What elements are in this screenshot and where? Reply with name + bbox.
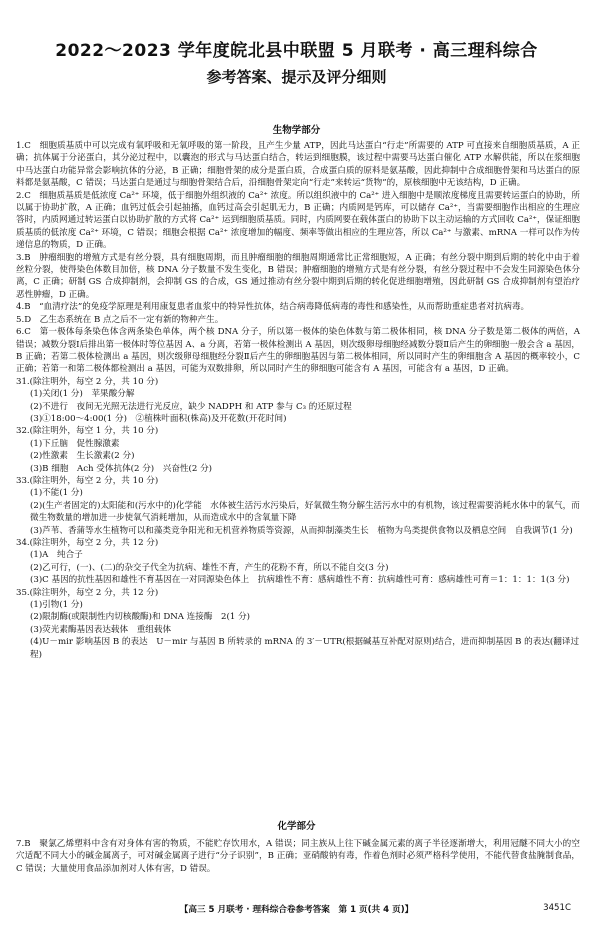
answer-34 (16, 537, 580, 587)
answer-heading: 33.(除注明外，每空 2 分，共 10 分) (16, 475, 159, 486)
answer-7: 7.B 聚氯乙烯塑料中含有对身体有害的物质，不能贮存饮用水，A 错误；同主族从上往下碱金属元素的离子半径逐渐增大，利用冠醚不同大小的空穴适配不同大小的碱金属离子，可对碱金属离子进行“分子识别”，B 正确；亚硝酸钠有毒，作着色剂时必须严格科学使用，不能代替食盐腌制食品，C 错误；大量使用食品添加剂对人体有害，D 错误。 (16, 839, 580, 874)
answer-line: (2)性激素 生长激素(2 分) (30, 451, 135, 462)
answer-line: (3)B 细胞 Ach 受体抗体(2 分) 兴奋性(2 分) (30, 463, 213, 474)
answer-heading: 32.(除注明外，每空 1 分，共 10 分) (16, 426, 159, 437)
chemistry-answers (16, 838, 580, 875)
biology-section-heading: 生物学部分 (272, 125, 321, 136)
answer-line: (3)芦苇、香蒲等水生植物可以和藻类竞争阳光和无机营养物质等资源，从而抑制藻类生长 植物为鸟类提供食物以及栖息空间 自我调节(1 分) (30, 525, 573, 536)
answer-heading: 35.(除注明外，每空 2 分，共 12 分) (16, 587, 159, 598)
answer-line: (2)不进行 夜间无光照无法进行光反应，缺少 NADPH 和 ATP 参与 C₃ 的还原过程 (30, 401, 352, 412)
answer-31 (16, 376, 580, 426)
answer-33 (16, 475, 580, 537)
answer-1: 1.C 细胞质基质中可以完成有氧呼吸和无氧呼吸的第一阶段，且产生少量 ATP，因此马达蛋白“行走”所需要的 ATP 可直接来自细胞质基质，A 正确；抗体属于分泌蛋白，其分泌过程中，以囊泡的形式与马达蛋白结合，转运到细胞膜，该过程中需要马达蛋白催化 ATP 水解供能，所以在浆细胞中马达蛋白功能异常会影响抗体的分泌，B 正确；细胞骨架的成分是蛋白质，合成蛋白质的原料是氨基酸，因此抑制中合成细胞骨架和马达蛋白的原料都是氨基酸，C 错误；马达蛋白是通过与细胞骨架结合后，沿细胞骨架定向“行走”来转运“货物”的，原核细胞中无该结构，D 正确。 (16, 141, 580, 189)
answer-32 (16, 425, 580, 475)
answer-line: (1)A 纯合子 (30, 550, 83, 561)
answer-3: 3.B 肿瘤细胞的增殖方式是有丝分裂，具有细胞周期，而且肿瘤细胞的细胞周期通常比正常细胞短，A 正确；有丝分裂中期到后期的转化中由于着丝粒分裂，使得染色体数目加倍，核 DNA 分子数量不发生变化，B 错误；肿瘤细胞的增殖方式是有丝分裂，有丝分裂过程中不会发生同源染色体分离，C 正确；研制 GS 合成抑制剂，会抑制 GS 的合成，GS 通过推动有丝分裂中期到后期的转化促进细胞增殖，因此研制 GS 合成抑制剂有望治疗恶性肿瘤，D 正确。 (16, 252, 580, 300)
answer-line: (3)荧光素酶基因表达载体 重组载体 (30, 624, 172, 635)
answer-35 (16, 587, 580, 661)
answer-line: (2)限制酶(或限制性内切核酸酶)和 DNA 连接酶 2(1 分) (30, 612, 251, 623)
answer-5: 5.D 乙生态系统在 B 点之后不一定有新的物种产生。 (16, 314, 224, 325)
answer-line: (1)不能(1 分) (30, 488, 83, 499)
answer-line: (4)U－mir 影响基因 B 的表达 U－mir 与基因 B 所转录的 mRNA 的 3′－UTR(根据碱基互补配对原则)结合，进而抑制基因 B 的表达(翻译过程) (30, 637, 580, 660)
answer-heading: 31.(除注明外，每空 2 分，共 10 分) (16, 376, 159, 387)
answer-line: (2)乙可行，(一)、(二)的杂交子代全为抗病、雄性不育，产生的花粉不育，所以不能自交(3 分) (30, 562, 389, 573)
answer-line: (1)关闭(1 分) 苹果酸分解 (30, 389, 135, 400)
answer-line: (3)①18:00～4:00(1 分) ②植株叶面积(株高)及开花数(开花时间) (30, 413, 287, 424)
page-title: 2022～2023 学年度皖北县中联盟 5 月联考 · 高三理科综合 (55, 41, 538, 61)
footer-code: 3451C (543, 903, 571, 913)
answer-line: (1)引物(1 分) (30, 600, 83, 611)
biology-answers (16, 140, 580, 661)
footer-page-info: 【高三 5 月联考 · 理科综合卷参考答案 第 1 页(共 4 页)】 (179, 905, 414, 915)
answer-line: (2)(生产者固定的)太阳能和(污水中的)化学能 水体被生活污水污染后，好氧微生物分解生活污水中的有机物，该过程需要消耗水体中的氧气，而微生物数量的增加进一步使氧气消耗增加，从而造成水中的含氧量下降 (30, 500, 580, 524)
page-subtitle: 参考答案、提示及评分细则 (206, 68, 387, 86)
answer-line: (1)下丘脑 促性腺激素 (30, 438, 120, 449)
answer-2: 2.C 细胞质基质是低浓度 Ca²⁺ 环境，低于细胞外组织液的 Ca²⁺ 浓度。所以组织液中的 Ca²⁺ 进入细胞中是顺浓度梯度且需要转运蛋白的协助，所以属于协助扩散，A 正确；血钙过低会引起抽搐，血钙过高会引起肌无力，B 正确；内质网是钙库，可以储存 Ca²⁺，当需要细胞作出相应的生理应答时，内质网通过转运蛋白以协助扩散的方式将 Ca²⁺ 运到细胞质基质。同时，内质网要在载体蛋白的协助下以主动运输的方式回收 Ca²⁺，保证细胞质基质的低浓度 Ca²⁺ 环境，C 错误；细胞会根据 Ca²⁺ 浓度增加的幅度、频率等做出相应的生理应答，所以 Ca²⁺ 与激素、mRNA 一样可以作为传递信息的物质，D 正确。 (16, 190, 580, 251)
answer-line: (3)C 基因的抗性基因和雄性不育基因在一对同源染色体上 抗病雄性不育：感病雄性不育：抗病雄性可育：感病雄性可育＝1：1：1：1(3 分) (30, 575, 570, 586)
chemistry-section-heading: 化学部分 (277, 821, 316, 832)
answer-6: 6.C 第一极体每条染色体含两条染色单体，两个核 DNA 分子，所以第一极体的染色体数与第二极体相同，核 DNA 分子数是第二极体的两倍，A 错误；减数分裂Ⅰ后排出第一极体时等位基因 A、a 分离，若第一极体检测出 A 基因，则次级卵母细胞经减数分裂Ⅱ后产生的卵细胞一般会含 a 基因，B 正确；若第二极体检测出 a 基因，则次级卵母细胞经分裂Ⅱ后产生的卵细胞基因与第二极体相同，所以同时产生的卵细胞含 A 基因的概率较小，C 正确；若第一和第二极体都检测出 a 基因，可能为双数排卵，所以同时产生的卵细胞可能含有 A 基因，可能含有 a 基因，D 正确。 (16, 327, 580, 375)
answer-heading: 34.(除注明外，每空 2 分，共 12 分) (16, 538, 159, 548)
answer-4: 4.B “血清疗法”的免疫学原理是利用康复患者血浆中的特异性抗体，结合病毒降低病毒的毒性和感染性，从而帮助重症患者对抗病毒。 (16, 302, 530, 313)
